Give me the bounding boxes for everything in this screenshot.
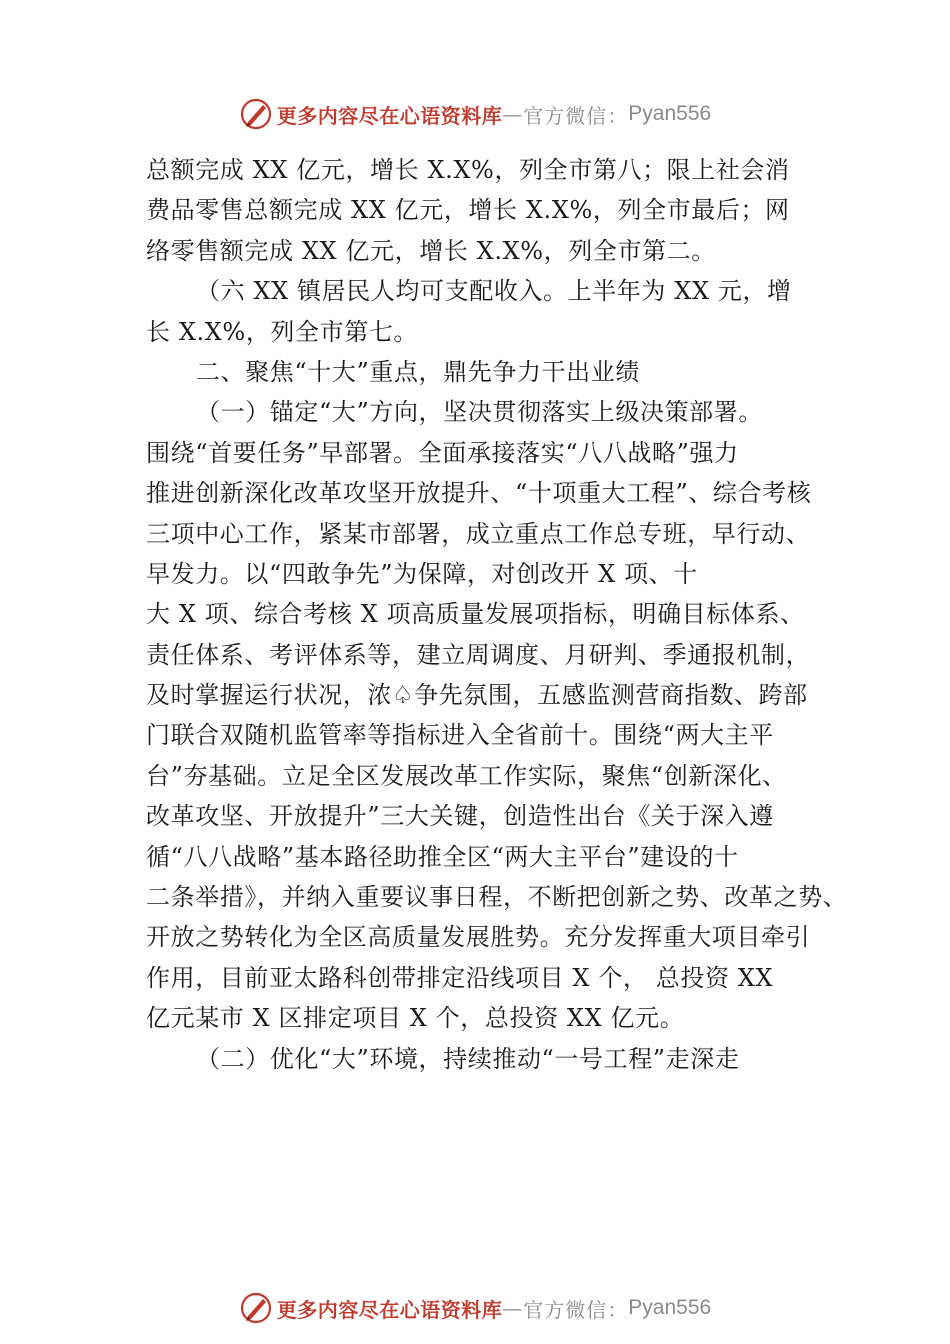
text-line: 费品零售总额完成 XX 亿元，增长 X.X%，列全市最后；网 (146, 196, 790, 225)
document-body (146, 150, 846, 1079)
text-line: 台”夯基础。立足全区发展改革工作实际，聚焦“创新深化、 (146, 761, 787, 790)
text-line: 围绕“首要任务”早部署。全面承接落实“八八战略”强力 (146, 438, 739, 467)
text-line: （二）优化“大”环境，持续推动“一号工程”走深走 (196, 1044, 740, 1073)
watermark-dash: — (502, 102, 524, 126)
watermark-tail: 官方微信： (523, 103, 629, 128)
pen-logo-icon (239, 1291, 273, 1325)
text-line: 推进创新深化改革攻坚开放提升、“十项重大工程”、综合考核 (146, 479, 812, 508)
text-line: 循“八八战略”基本路径助推全区“两大主平台”建设的十 (146, 842, 739, 871)
watermark-footer (0, 1288, 950, 1328)
text-line: 开放之势转化为全区高质量发展胜势。充分发挥重大项目牵引 (146, 923, 811, 952)
text-line: 改革攻坚、开放提升”三大关键，创造性出台《关于深入遵 (146, 802, 774, 831)
text-line: 总额完成 XX 亿元，增长 X.X%，列全市第八；限上社会消 (146, 156, 790, 184)
text-line: 及时掌握运行状况，浓♤争先氛围，五感监测营商指数、跨部 (146, 681, 808, 710)
watermark-dash: — (502, 1296, 524, 1320)
watermark-lead: 更多内容尽在心语资料库 (276, 103, 503, 128)
watermark-id: Pyan556 (628, 1296, 712, 1319)
watermark-header (0, 94, 950, 134)
text-line: 作用，目前亚太路科创带排定沿线项目 X 个， 总投资 XX (146, 963, 774, 992)
watermark-tail: 官方微信： (523, 1297, 629, 1322)
text-line: （六 XX 镇居民人均可支配收入。上半年为 XX 元，增 (196, 277, 792, 306)
pen-logo-icon (239, 97, 273, 131)
text-line: 责任体系、考评体系等，建立周调度、月研判、季通报机制， (146, 640, 811, 669)
text-line: 早发力。以“四敢争先”为保障，对创改开 X 项、十 (146, 559, 698, 588)
text-line: 亿元某市 X 区排定项目 X 个，总投资 XX 亿元。 (146, 1004, 685, 1033)
text-line: 门联合双随机监管率等指标进入全省前十。围绕“两大主平 (146, 721, 774, 750)
text-line: （一）锚定“大”方向，坚决贯彻落实上级决策部署。 (196, 398, 763, 427)
text-line: 二、聚焦“十大”重点，鼎先争力干出业绩 (196, 357, 640, 386)
text-line: 长 X.X%，列全市第七。 (146, 317, 419, 346)
text-line: 三项中心工作，紧某市部署，成立重点工作总专班，早行动、 (146, 519, 811, 548)
text-line: 大 X 项、综合考核 X 项高质量发展项指标，明确目标体系、 (146, 600, 805, 629)
text-line: 二条举措》，并纳入重要议事日程，不断把创新之势、改革之势、 (146, 883, 848, 912)
text-line: 络零售额完成 XX 亿元，增长 X.X%，列全市第二。 (146, 236, 716, 265)
watermark-id: Pyan556 (628, 102, 712, 125)
watermark-lead: 更多内容尽在心语资料库 (276, 1297, 503, 1322)
